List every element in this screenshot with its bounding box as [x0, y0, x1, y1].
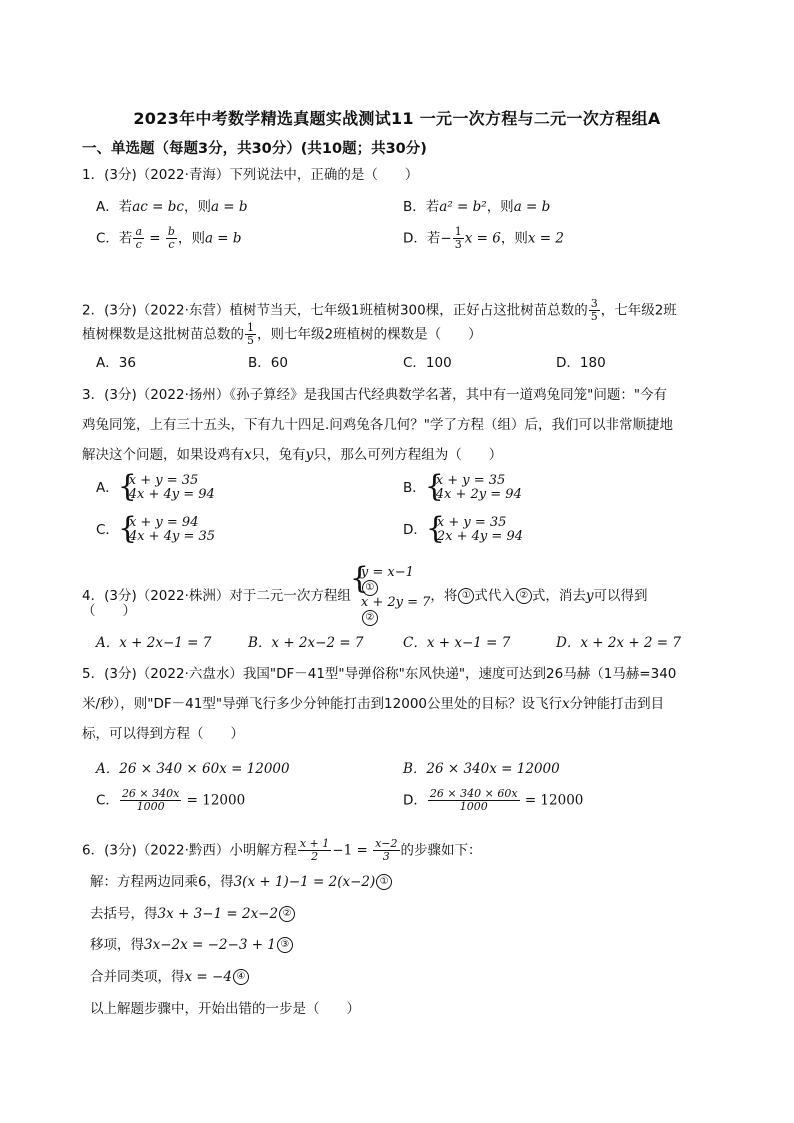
circled-2-icon: ② — [279, 906, 295, 922]
q3-line-2: 鸡兔同笼，上有三十五头，下有九十四足.问鸡兔各几何？"学了方程（组）后，我们可以非常顺捷地 — [82, 417, 673, 433]
q2-option-a: A．36 — [96, 355, 136, 371]
q6-step-4: 合并同类项，得x = −4 ④ — [90, 968, 249, 986]
q1-stem: 1．(3分)（2022·青海）下列说法中，正确的是（ ） — [82, 167, 419, 183]
q2-line-1: 2．(3分)（2022·东营）植树节当天，七年级1班植树300棵，正好占这批树苗总数的 $\frac{3}{5}$ ，七年级2班 — [82, 297, 677, 323]
q5-option-b: B．26 × 340x = 12000 — [403, 761, 560, 777]
q1-option-a: A．若ac = bc，则a = b — [96, 199, 248, 215]
q5-line-3: 标，可以得到方程（ ） — [82, 726, 244, 742]
page-title: 2023年中考数学精选真题实战测试11 一元一次方程与二元一次方程组A — [133, 109, 661, 128]
circled-1-icon: ① — [376, 874, 392, 890]
q3-option-c: C． { x + y = 94 4x + 4y = 35 — [96, 516, 215, 544]
circled-2-icon: ② — [362, 610, 378, 626]
q3-option-b: B． { x + y = 35 4x + 2y = 94 — [403, 474, 522, 502]
q5-line-2: 米/秒），则"DF－41型"导弹飞行多少分钟能打击到12000公里处的目标？设飞行x分钟能打击到目 — [82, 696, 665, 712]
q5-option-c: C． $\frac{26 \times 340x}{1000}$ = 12000 — [96, 787, 246, 813]
q1-option-b: B．若a² = b²，则a = b — [403, 199, 551, 215]
q6-step-5: 以上解题步骤中，开始出错的一步是（ ） — [90, 1001, 360, 1017]
circled-2-icon: ② — [516, 588, 532, 604]
q4-option-d: D．x + 2x + 2 = 7 — [556, 635, 682, 651]
circled-1-icon: ① — [362, 580, 378, 596]
q2-option-c: C．100 — [403, 355, 452, 371]
q1-option-c: C．若 $\frac{a}{c}$ = $\frac{b}{c}$ ，则a = b — [96, 225, 242, 251]
q5-line-1: 5．(3分)（2022·六盘水）我国"DF－41型"导弹俗称"东风快递"，速度可达到26马赫（1马赫=340 — [82, 666, 677, 682]
q4-line-1: 4．(3分)（2022·株洲）对于二元一次方程组 { y = x−1 ① x + 2y = 7 ② ，将 ① 式代入 ② 式，消去y可以得到 — [82, 566, 648, 626]
q5-option-a: A．26 × 340 × 60x = 12000 — [96, 761, 290, 777]
q3-line-1: 3．(3分)（2022·扬州）《孙子算经》是我国古代经典数学名著，其中有一道鸡兔同笼"问题："今有 — [82, 387, 668, 403]
circled-1-icon: ① — [458, 588, 474, 604]
q6-step-2: 去括号，得3x + 3−1 = 2x−2 ② — [90, 905, 295, 923]
q6-step-3: 移项，得3x−2x = −2−3 + 1 ③ — [90, 936, 293, 954]
q2-option-b: B．60 — [248, 355, 288, 371]
q4-option-b: B．x + 2x−2 = 7 — [248, 635, 364, 651]
section-heading: 一、单选题（每题3分，共30分）(共10题；共30分) — [82, 141, 427, 157]
q1-option-d: D．若− $\frac{1}{3}$ x = 6，则x = 2 — [403, 225, 564, 251]
q2-line-2: 植树棵数是这批树苗总数的 $\frac{1}{5}$ ，则七年级2班植树的棵数是（ ） — [82, 321, 482, 347]
q4-option-a: A．x + 2x−1 = 7 — [96, 635, 212, 651]
q2-option-d: D．180 — [556, 355, 606, 371]
q4-option-c: C．x + x−1 = 7 — [403, 635, 511, 651]
q4-line-2: （ ） — [82, 603, 136, 619]
circled-4-icon: ④ — [233, 969, 249, 985]
q5-option-d: D． $\frac{26 \times 340 \times 60x}{1000}$ = 12000 — [403, 787, 584, 813]
q6-line-1: 6．(3分)（2022·黔西）小明解方程 $\frac{x + 1}{2}$ −1 = $\frac{x-2}{3}$ 的步骤如下： — [82, 837, 482, 863]
q6-step-1: 解：方程两边同乘6，得3(x + 1)−1 = 2(x−2) ① — [90, 873, 392, 891]
q3-line-3: 解决这个问题，如果设鸡有x只，兔有y只，那么可列方程组为（ ） — [82, 447, 503, 463]
circled-3-icon: ③ — [277, 937, 293, 953]
q3-option-a: A． { x + y = 35 4x + 4y = 94 — [96, 474, 215, 502]
q3-option-d: D． { x + y = 35 2x + 4y = 94 — [403, 516, 523, 544]
